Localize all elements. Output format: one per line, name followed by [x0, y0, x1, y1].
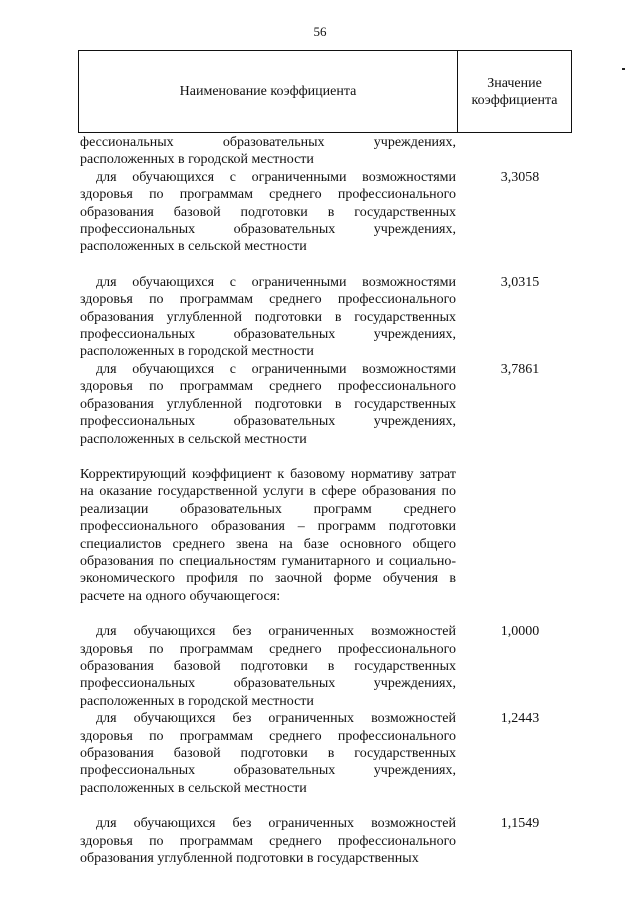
row-text: фессиональных образовательных учреждениях, расположенных в городской местности [80, 135, 456, 168]
header-name-column: Наименование коэффициента [79, 51, 458, 132]
table-row [80, 361, 570, 448]
scan-mark [622, 68, 625, 70]
row-value: 1,0000 [500, 624, 540, 640]
row-value: 3,0315 [500, 274, 540, 290]
header-value-column [458, 51, 571, 132]
table-row [80, 623, 570, 710]
header-value-line2: коэффициента [471, 92, 558, 108]
row-text: для обучающихся с ограниченными возможностями здоровья по программам среднего профессионального образования базовой подготовки в государственных профессиональных образовательных учреждениях, расположенных в сельской местности [80, 169, 456, 255]
row-text: для обучающихся с ограниченными возможностями здоровья по программам среднего профессионального образования углубленной подготовки в государственных профессиональных образовательных учреждениях, расположенных в городской местности [80, 274, 456, 360]
table-row [80, 169, 570, 256]
table-body [80, 134, 570, 867]
row-value: 3,3058 [500, 169, 540, 185]
row-value: 3,7861 [500, 361, 540, 377]
row-text: Корректирующий коэффициент к базовому нормативу затрат на оказание государственной услуги в сфере образования по реализации образовательных программ среднего профессионального образования – программ подготовки специалистов среднего звена на базе основного общего образования по специальностям гуманитарного и социально-экономического профиля по заочной форме обучения в расчете на одного обучающегося: [80, 466, 456, 604]
table-row [80, 134, 570, 169]
page-number: 56 [313, 24, 327, 39]
table-row [80, 466, 570, 605]
table-row [80, 710, 570, 797]
row-text: для обучающихся без ограниченных возможностей здоровья по программам среднего профессионального образования базовой подготовки в государственных профессиональных образовательных учреждениях, расположенных в сельской местности [80, 711, 456, 796]
table-header [78, 50, 572, 133]
row-value: 1,2443 [500, 711, 540, 727]
row-value: 1,1549 [500, 816, 540, 832]
row-text: для обучающихся с ограниченными возможностями здоровья по программам среднего профессионального образования углубленной подготовки в государственных профессиональных образовательных учреждениях, расположенных в сельской местности [80, 361, 456, 447]
header-value-line1: Значение [487, 75, 542, 91]
row-text: для обучающихся без ограниченных возможностей здоровья по программам среднего профессионального образования углубленной подготовки в государственных [80, 816, 456, 867]
row-text: для обучающихся без ограниченных возможностей здоровья по программам среднего профессионального образования базовой подготовки в государственных профессиональных образовательных учреждениях, расположенных в городской местности [80, 624, 456, 709]
table-row [80, 274, 570, 361]
table-row [80, 815, 570, 867]
